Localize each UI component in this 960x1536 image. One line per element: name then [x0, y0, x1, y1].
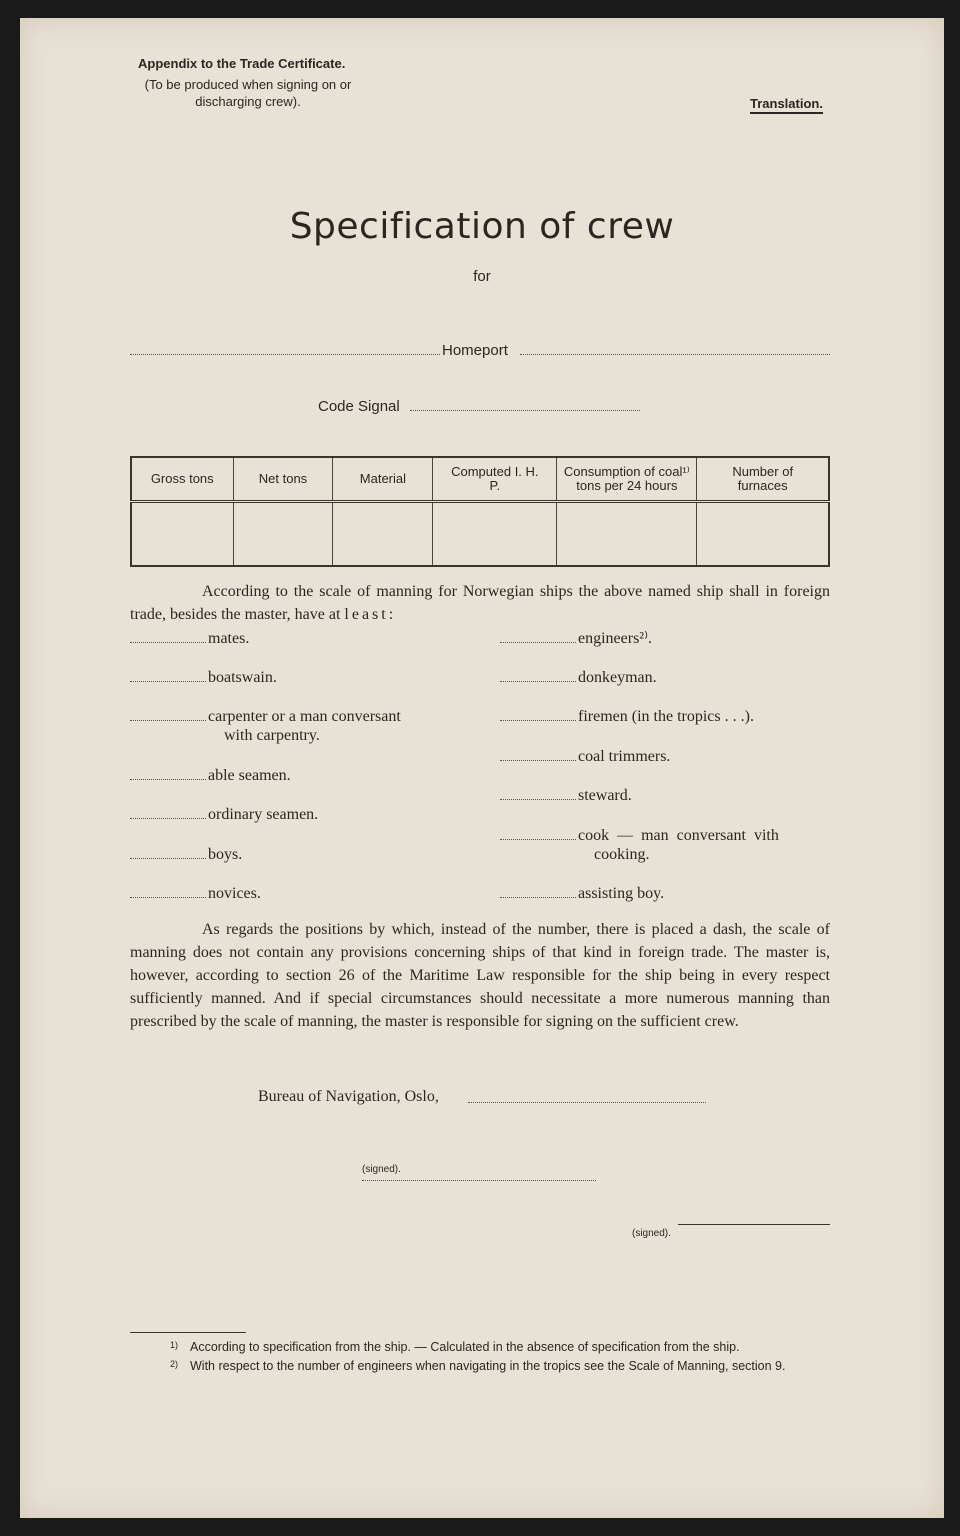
steward-label: steward.	[578, 787, 632, 804]
page-subtitle: for	[473, 268, 491, 285]
cell-material[interactable]	[333, 502, 433, 567]
header-net-tons: Net tons	[233, 457, 333, 502]
crew-right-item	[500, 786, 632, 805]
signature-line-1[interactable]	[362, 1180, 596, 1181]
table-header-row	[131, 457, 829, 502]
appendix-note-line1: (To be produced when signing on or	[144, 77, 352, 92]
cell-coal-consumption[interactable]	[557, 502, 697, 567]
header-material: Material	[333, 457, 433, 502]
cell-net-tons[interactable]	[233, 502, 333, 567]
homeport-label: Homeport	[442, 342, 508, 359]
footnote-text: According to specification from the ship. — Calculated in the absence of specification from the ship.	[190, 1340, 740, 1354]
signed-label-2: (signed).	[632, 1228, 671, 1239]
crew-left-item	[130, 884, 261, 903]
intro-text: According to the scale of manning for Norwegian ships the above named ship shall in foreign trade, besides the master, have at	[130, 583, 830, 623]
coal-trimmers-label: coal trimmers.	[578, 748, 671, 765]
carpenter-label-cont: with carpentry.	[224, 727, 320, 744]
page-title: Specification of crew	[289, 206, 675, 247]
intro-emphasis: least:	[344, 606, 397, 623]
carpenter-blank[interactable]	[130, 720, 206, 721]
table-row	[131, 502, 829, 567]
boys-label: boys.	[208, 846, 243, 863]
appendix-heading: Appendix to the Trade Certificate.	[138, 56, 346, 71]
donkeyman-label: donkeyman.	[578, 669, 657, 686]
engineers-blank[interactable]	[500, 642, 576, 643]
ship-spec-table	[130, 456, 830, 567]
novices-blank[interactable]	[130, 897, 206, 898]
signed-label-1: (signed).	[362, 1164, 401, 1175]
header-gross-tons: Gross tons	[131, 457, 233, 502]
footnote-mark: 2)	[170, 1359, 179, 1369]
cell-computed-ihp[interactable]	[433, 502, 557, 567]
positions-paragraph: As regards the positions by which, instead of the number, there is placed a dash, the scale of manning does not contain any provisions concerning ships of that kind in foreign trade. The master is, however, according to section 26 of the Maritime Law responsible for the ship being in every respect sufficiently manned. And if special circumstances should necessitate a more numerous manning than prescribed by the scale of manning, the master is responsible for signing on the sufficient crew.	[130, 921, 830, 1030]
cook-label: cook — man conversant vith	[578, 827, 779, 844]
signature-line-2[interactable]	[678, 1224, 830, 1225]
crew-left-item	[130, 629, 249, 648]
cook-blank[interactable]	[500, 839, 576, 840]
crew-left-item	[130, 766, 291, 785]
crew-right-item	[500, 668, 657, 687]
crew-right-item	[500, 884, 664, 903]
mates-blank[interactable]	[130, 642, 206, 643]
crew-left-item	[130, 845, 242, 864]
footnote-list	[170, 1338, 830, 1376]
crew-right-item	[500, 629, 652, 648]
homeport-blank[interactable]	[520, 354, 830, 355]
firemen-label: firemen (in the tropics . . .).	[578, 708, 754, 725]
cell-gross-tons[interactable]	[131, 502, 233, 567]
cook-label-cont: cooking.	[594, 846, 650, 863]
footnote-mark: 1)	[170, 1340, 179, 1350]
engineers-label: engineers²⁾.	[578, 630, 653, 647]
ordinary-seamen-blank[interactable]	[130, 818, 206, 819]
bureau-date-blank[interactable]	[468, 1102, 706, 1103]
crew-left-item	[130, 668, 277, 687]
code-signal-label: Code Signal	[318, 398, 400, 415]
carpenter-label: carpenter or a man conversant	[208, 708, 401, 725]
able-seamen-blank[interactable]	[130, 779, 206, 780]
crew-right-item	[500, 747, 670, 766]
crew-right-item	[500, 707, 754, 726]
header-furnaces: Number of furnaces	[697, 457, 829, 502]
novices-label: novices.	[208, 885, 261, 902]
assisting-boy-label: assisting boy.	[578, 885, 665, 902]
able-seamen-label: able seamen.	[208, 767, 291, 784]
bureau-label: Bureau of Navigation, Oslo,	[258, 1088, 439, 1105]
ship-name-blank[interactable]	[130, 354, 440, 355]
boatswain-label: boatswain.	[208, 669, 277, 686]
appendix-note-line2: discharging crew).	[195, 94, 301, 109]
appendix-note	[118, 76, 378, 110]
assisting-boy-blank[interactable]	[500, 897, 576, 898]
ordinary-seamen-label: ordinary seamen.	[208, 806, 319, 823]
boys-blank[interactable]	[130, 858, 206, 859]
boatswain-blank[interactable]	[130, 681, 206, 682]
footnote-item	[170, 1357, 830, 1376]
firemen-blank[interactable]	[500, 720, 576, 721]
header-computed-ihp: Computed I. H. P.	[433, 457, 557, 502]
footnote-divider	[130, 1332, 246, 1333]
crew-right-item	[500, 826, 830, 845]
code-signal-blank[interactable]	[410, 410, 640, 411]
footnote-item	[170, 1338, 830, 1357]
translation-label: Translation.	[750, 96, 823, 114]
intro-paragraph	[130, 580, 830, 626]
crew-left-item	[130, 805, 318, 824]
mates-label: mates.	[208, 630, 250, 647]
footnote-text: With respect to the number of engineers when navigating in the tropics see the Scale of Manning, section 9.	[190, 1359, 786, 1373]
donkeyman-blank[interactable]	[500, 681, 576, 682]
document-page	[20, 18, 944, 1518]
crew-left-item	[130, 707, 401, 726]
cell-furnaces[interactable]	[697, 502, 829, 567]
coal-trimmers-blank[interactable]	[500, 760, 576, 761]
header-coal-consumption: Consumption of coal¹⁾ tons per 24 hours	[557, 457, 697, 502]
steward-blank[interactable]	[500, 799, 576, 800]
